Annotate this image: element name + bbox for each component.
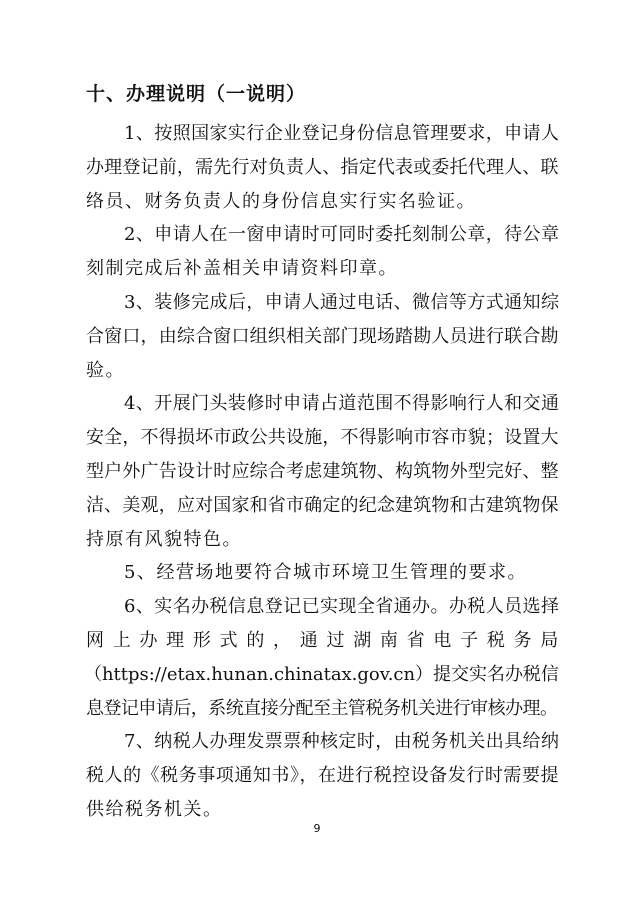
paragraph-4-line-4: 洁、美观，应对国家和省市确定的纪念建筑物和古建筑物保 xyxy=(86,495,559,516)
paragraph-4-line-5: 持原有风貌特色。 xyxy=(86,529,242,550)
paragraph-7-line-1: 7、纳税人办理发票票种核定时，由税务机关出具给纳 xyxy=(124,731,560,752)
paragraph-3-line-1: 3、装修完成后，申请人通过电话、微信等方式通知综 xyxy=(124,292,560,313)
paragraph-7-line-3: 供给税务机关。 xyxy=(86,799,223,820)
paragraph-7-line-2: 税人的《税务事项通知书》，在进行税控设备发行时需要提 xyxy=(86,765,560,786)
paragraph-3-line-3: 验。 xyxy=(86,360,125,381)
paragraph-4-line-1: 4、开展门头装修时申请占道范围不得影响行人和交通 xyxy=(124,393,560,414)
paragraph-2-line-1: 2、申请人在一窗申请时可同时委托刻制公章，待公章 xyxy=(124,224,560,245)
paragraph-1-line-2: 办理登记前，需先行对负责人、指定代表或委托代理人、联 xyxy=(86,157,559,178)
paragraph-6-line-2: 网 上 办 理 形 式 的 ， 通 过 湖 南 省 电 子 税 务 局 xyxy=(86,630,560,651)
paragraph-1-line-1: 1、按照国家实行企业登记身份信息管理要求，申请人 xyxy=(124,123,560,144)
paragraph-4-line-2: 安全，不得损坏市政公共设施，不得影响市容市貌；设置大 xyxy=(86,427,559,448)
paragraph-2-line-2: 刻制完成后补盖相关申请资料印章。 xyxy=(86,258,398,279)
paragraph-6-line-1: 6、实名办税信息登记已实现全省通办。办税人员选择 xyxy=(124,596,560,617)
section-heading: 十、办理说明（一说明） xyxy=(86,83,307,105)
paragraph-5-line-1: 5、经营场地要符合城市环境卫生管理的要求。 xyxy=(124,562,527,583)
paragraph-1-line-3: 络员、财务负责人的身份信息实行实名验证。 xyxy=(86,191,476,212)
page-number: 9 xyxy=(313,822,321,835)
paragraph-4-line-3: 型户外广告设计时应综合考虑建筑物、构筑物外型完好、整 xyxy=(86,461,559,482)
paragraph-6-line-3: （https://etax.hunan.chinatax.gov.cn）提交实名办税信 xyxy=(84,664,559,685)
paragraph-6-line-4: 息登记申请后，系统直接分配至主管税务机关进行审核办理。 xyxy=(86,698,558,719)
paragraph-3-line-2: 合窗口，由综合窗口组织相关部门现场踏勘人员进行联合勘 xyxy=(86,326,559,347)
